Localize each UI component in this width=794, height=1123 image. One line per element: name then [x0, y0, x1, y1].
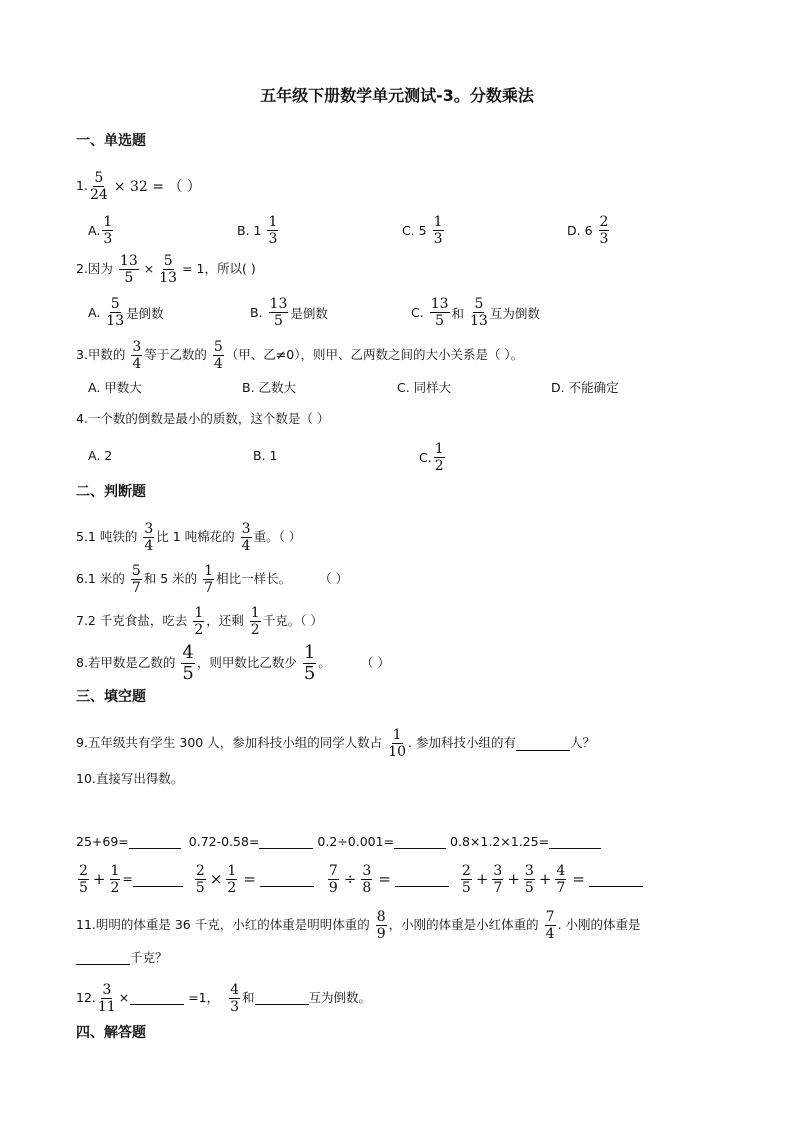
option-b[interactable]: B. 乙数大: [242, 380, 297, 395]
mental-math-row-1: 25+69= 0.72-0.58= 0.2÷0.001= 0.8×1.2×1.25=: [76, 836, 601, 849]
fraction: 5 4: [213, 339, 223, 372]
fraction: 5 7: [131, 563, 141, 596]
fraction: $\frac{1}{2}$: [227, 863, 237, 896]
answer-blank[interactable]: [589, 872, 643, 887]
answer-blank[interactable]: [395, 872, 449, 887]
fraction: 13 5: [269, 296, 288, 329]
mental-math-row-2: 2 5 + $\frac{1}{2}$ = $\frac{2}{5}$ × $\frac{1}{2}$ = $\frac{7}{9}$ ÷ $\frac{3}{8}$ = 2 5 + $\frac{3}{7}$ + $\frac{3}{5}$ + $\frac{4}{7}$ =: [76, 864, 643, 895]
fraction: 4 3: [230, 982, 240, 1015]
question-1: [76, 171, 201, 202]
fraction: $\frac{13}{5}$: [119, 253, 138, 286]
fraction: $\frac{3}{8}$: [362, 863, 372, 896]
question-11: 11.明明的体重是 36 千克，小红的体重是明明体重的 8 9 ，小刚的体重是小红体重的 7 4 . 小刚的体重是: [76, 909, 641, 942]
fraction: 7 4: [545, 909, 555, 942]
fraction: 8 9: [376, 909, 386, 942]
fraction: 2 5: [79, 863, 88, 896]
fraction: $\frac{1}{2}$: [110, 863, 120, 896]
fraction: 5 13: [470, 296, 488, 329]
section-heading-solve: 四、解答题: [76, 1025, 146, 1041]
fraction: 1 3: [433, 214, 443, 247]
fraction: 1 10: [388, 727, 407, 760]
option-a[interactable]: A. 5 13 是倒数: [88, 296, 164, 329]
option-c[interactable]: C. 13 5 和 5 13 互为倒数: [411, 296, 540, 329]
question-7: 7.2 千克食盐，吃去 1 2 ，还剩 1 2 千克。（ ）: [76, 605, 323, 638]
question-9: 9.五年级共有学生 300 人，参加科技小组的同学人数占 1 10 . 参加科技小组的有 人？: [76, 727, 596, 760]
fraction: $\frac{4}{7}$: [556, 863, 566, 896]
fraction: $\frac{7}{9}$: [328, 863, 338, 896]
option-b[interactable]: B. 1: [253, 448, 278, 463]
answer-blank[interactable]: [394, 836, 446, 849]
answer-blank[interactable]: [549, 836, 601, 849]
option-d[interactable]: D. 不能确定: [551, 380, 619, 395]
question-number: 1.: [76, 178, 88, 194]
fraction: $\frac{2}{5}$: [195, 863, 205, 896]
question-text: × 32 = （ ）: [113, 178, 201, 195]
question-4: 4.一个数的倒数是最小的质数，这个数是（ ）: [76, 411, 330, 426]
fraction: 3 4: [241, 521, 251, 554]
question-5: 5.1 吨铁的 3 4 比 1 吨棉花的 3 4 重。（ ）: [76, 521, 302, 554]
fraction: 3 4: [144, 521, 154, 554]
section-heading-single-choice: 一、单选题: [76, 133, 146, 149]
answer-blank[interactable]: [255, 992, 309, 1005]
option-b[interactable]: B. 1 1 3: [237, 214, 278, 247]
answer-blank[interactable]: [516, 736, 570, 751]
option-b[interactable]: B. 13 5 是倒数: [250, 296, 328, 329]
section-heading-true-false: 二、判断题: [76, 484, 146, 500]
section-heading-fill-in: 三、填空题: [76, 689, 146, 705]
fraction: 5 13: [106, 296, 125, 329]
fraction: 1 7: [204, 563, 214, 596]
fraction: 1 3: [103, 214, 113, 247]
page-title: 五年级下册数学单元测试-3。分数乘法: [260, 86, 534, 105]
question-10: 10.直接写出得数。: [76, 771, 184, 786]
question-12: 12. $\frac{3}{11}$ × =1， 4 3 和 互为倒数。: [76, 982, 372, 1015]
answer-blank[interactable]: [133, 872, 183, 887]
fraction: 4 5: [182, 642, 194, 684]
answer-blank[interactable]: [260, 872, 314, 887]
fraction: 3 4: [132, 339, 142, 372]
answer-blank[interactable]: [129, 836, 181, 849]
fraction: 1 2: [250, 605, 260, 638]
option-c[interactable]: C. 5 1 3: [402, 214, 443, 247]
option-a[interactable]: A. 1 3: [88, 214, 113, 247]
fraction: $\frac{3}{7}$: [493, 863, 503, 896]
option-a[interactable]: A. 甲数大: [88, 380, 142, 395]
question-2: 2.因为 $\frac{13}{5}$ × $\frac{5}{13}$ = 1，所以( ): [76, 253, 256, 286]
option-a[interactable]: A. 2: [88, 448, 113, 463]
fraction: 1 2: [434, 441, 444, 474]
fraction: 2 3: [599, 214, 609, 247]
fraction: $\frac{3}{11}$: [97, 982, 116, 1015]
fraction: 2 5: [461, 863, 471, 896]
question-6: 6.1 米的 5 7 和 5 米的 1 7 相比一样长。 （ ）: [76, 563, 349, 596]
fraction: $\frac{5}{13}$: [159, 253, 178, 286]
fraction: 1 2: [194, 605, 204, 638]
answer-blank[interactable]: [76, 952, 130, 965]
question-11-continued: 千克？: [76, 952, 168, 965]
fraction: $\frac{5}{24}$: [89, 170, 108, 203]
fraction: $\frac{3}{5}$: [524, 863, 534, 896]
fraction: 1 3: [268, 214, 278, 247]
option-d[interactable]: D. 6 2 3: [567, 214, 609, 247]
answer-blank[interactable]: [259, 836, 313, 849]
option-c[interactable]: C. 1 2: [419, 441, 444, 474]
fraction: 13 5: [430, 296, 449, 329]
fraction: 1 5: [303, 642, 316, 684]
question-8: 8.若甲数是乙数的 4 5 ，则甲数比乙数少 1 5 。 （ ）: [76, 642, 390, 684]
option-c[interactable]: C. 同样大: [397, 380, 452, 395]
answer-blank[interactable]: [130, 992, 184, 1005]
question-3: 3.甲数的 3 4 等于乙数的 5 4 （甲、乙≠0），则甲、乙两数之间的大小关系是（ ）。: [76, 339, 524, 372]
